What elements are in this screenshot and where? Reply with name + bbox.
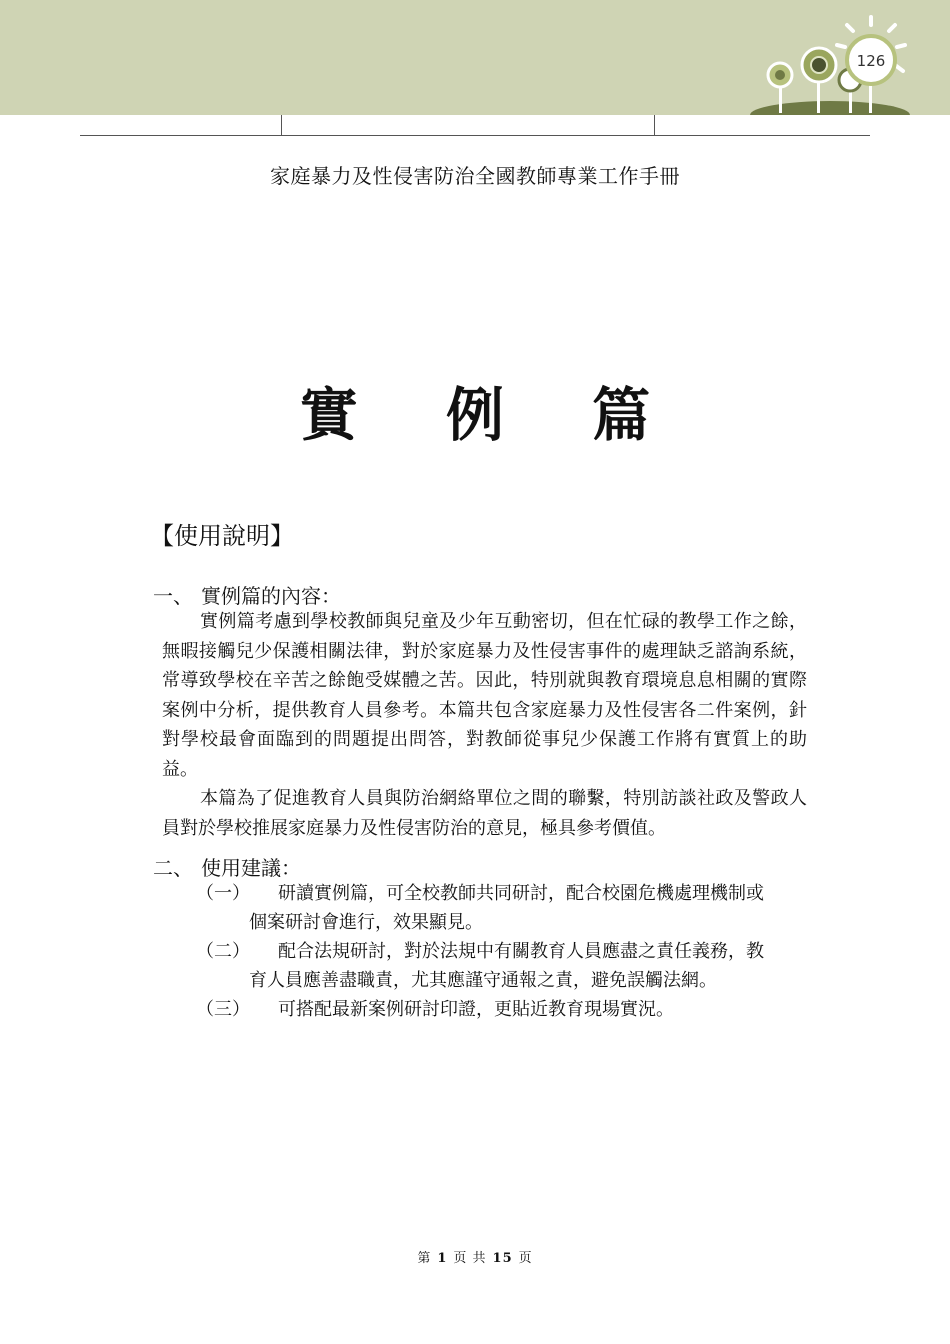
footer-suffix: 页: [518, 1251, 533, 1266]
footer-prefix: 第: [417, 1251, 432, 1266]
page-footer: [0, 1247, 950, 1266]
usage-heading: 【使用說明】: [150, 522, 294, 550]
footer-total-pages: 15: [492, 1251, 513, 1266]
list-item-label: （三）: [196, 999, 250, 1020]
paragraph: 實例篇考慮到學校教師與兒童及少年互動密切，但在忙碌的教學工作之餘，無暇接觸兒少保護相關法律，對於家庭暴力及性侵害事件的處理缺乏諮詢系統，常導致學校在辛苦之餘飽受媒體之苦。因此，特別就與教育環境息息相關的實際案例中分析，提供教育人員參考。本篇共包含家庭暴力及性侵害各二件案例，針對學校最會面臨到的問題提出問答，對教師從事兒少保護工作將有實質上的助益。: [162, 611, 807, 780]
running-title: 家庭暴力及性侵害防治全國教師專業工作手冊: [270, 164, 680, 188]
list-item-label: （一）: [196, 883, 250, 904]
list-item-text: 個案研討會進行，效果顯見。: [249, 912, 483, 933]
header-rule: [80, 135, 870, 136]
section-body: [162, 607, 807, 843]
section-heading: [153, 852, 301, 881]
footer-page-number: 1: [437, 1251, 448, 1266]
page-badge: 126: [856, 52, 886, 70]
section-number: 二、: [153, 856, 193, 880]
list-item-text: 研讀實例篇，可全校教師共同研討，配合校園危機處理機制或: [278, 883, 764, 904]
list-item: [196, 937, 808, 995]
header-divider-tick: [654, 115, 655, 135]
list-item: [196, 879, 808, 937]
list-item-text: 配合法規研討，對於法規中有關教育人員應盡之責任義務，教: [278, 941, 764, 962]
list-item-text: 可搭配最新案例研討印證，更貼近教育現場實況。: [278, 999, 674, 1020]
list-item-text: 育人員應善盡職責，尤其應謹守通報之責，避免誤觸法網。: [249, 970, 717, 991]
section-number: 一、: [153, 584, 193, 608]
section-heading: [153, 580, 341, 609]
paragraph: 本篇為了促進教育人員與防治網絡單位之間的聯繫，特別訪談社政及警政人員對於學校推展家庭暴力及性侵害防治的意見，極具參考價值。: [162, 788, 807, 839]
header-divider-tick: [281, 115, 282, 135]
footer-middle: 页 共: [453, 1251, 487, 1266]
tree-decoration-icon: [745, 15, 915, 115]
page-title: 實 例 篇: [299, 381, 685, 449]
section-title: 實例篇的內容：: [201, 584, 341, 608]
list-item-label: （二）: [196, 941, 250, 962]
section-title: 使用建議：: [201, 856, 301, 880]
list-item: [196, 995, 808, 1024]
